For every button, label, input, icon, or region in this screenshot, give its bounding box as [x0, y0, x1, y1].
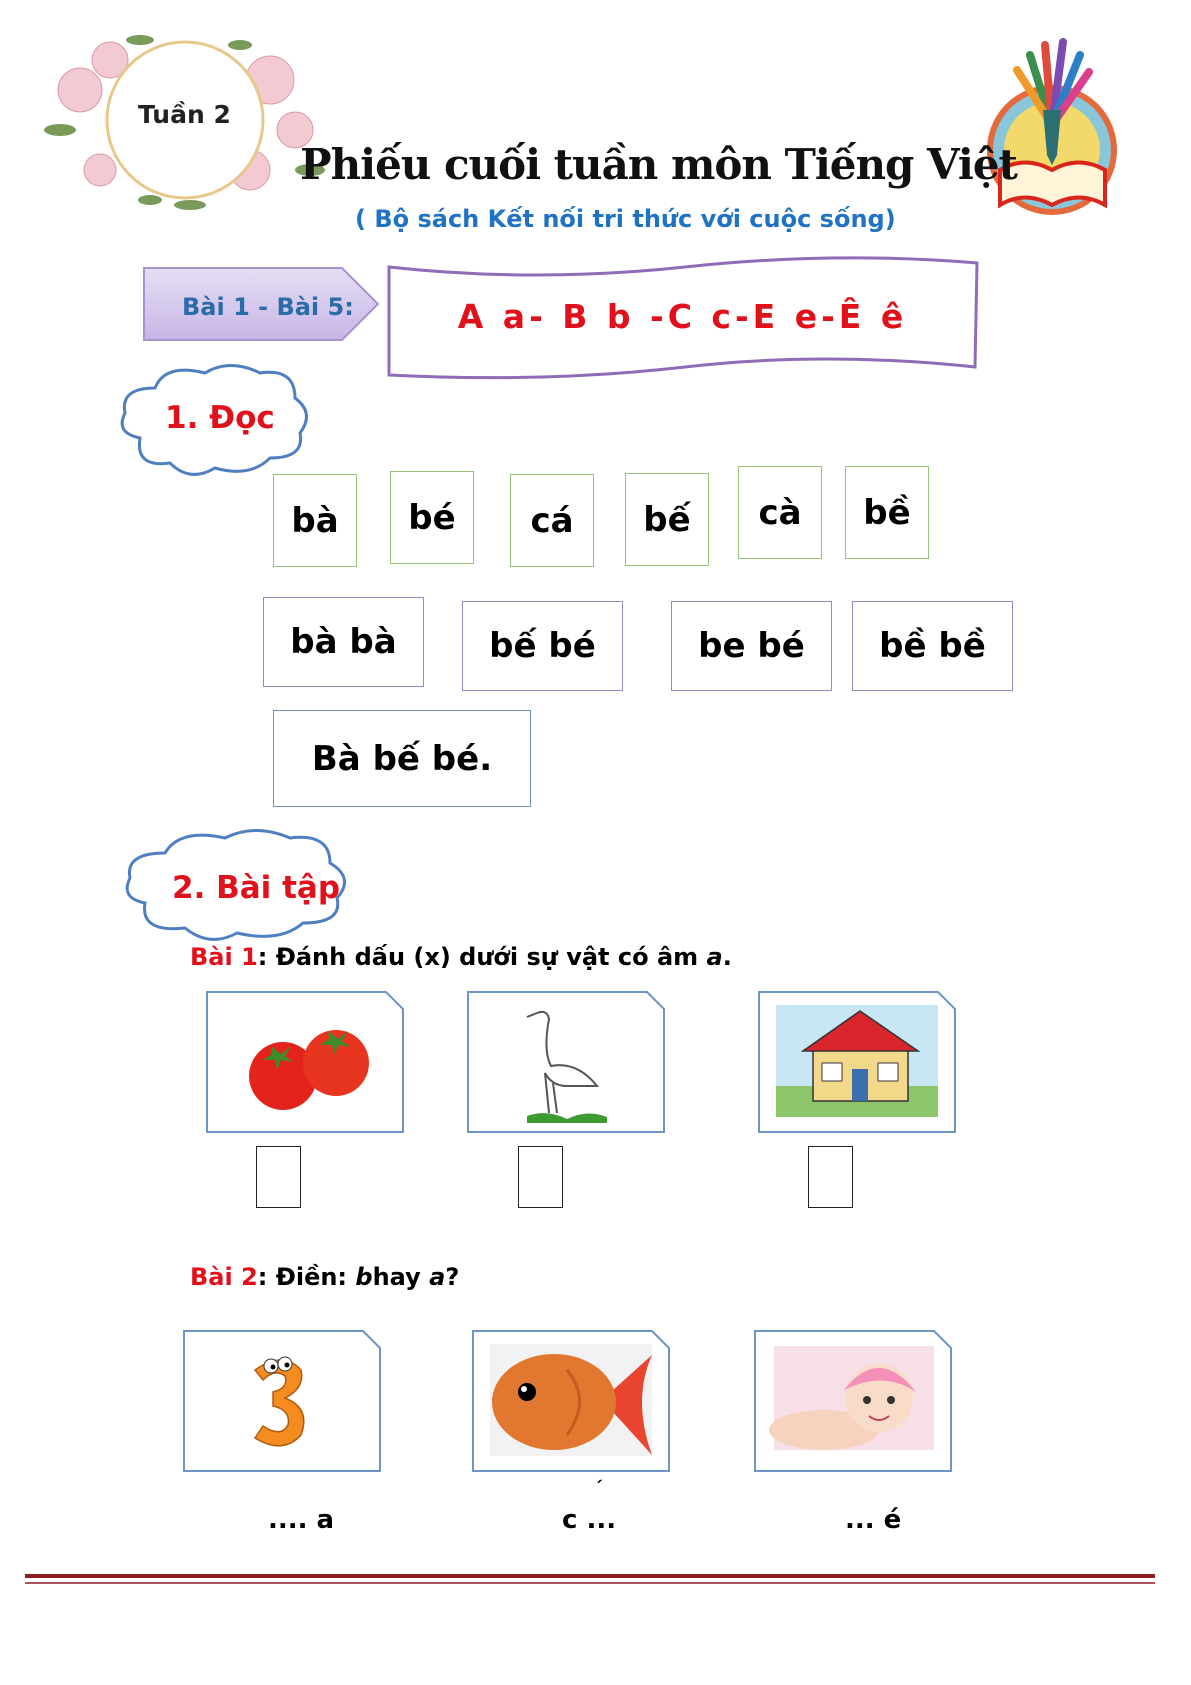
exercise1-end: . — [722, 943, 732, 971]
word-card: bé — [390, 471, 474, 564]
fill-blank[interactable]: c ... — [562, 1505, 617, 1535]
baby-picture — [754, 1330, 952, 1472]
fill-blank[interactable]: .... a — [268, 1505, 335, 1535]
exercise2-end: ? — [445, 1263, 460, 1291]
page-subtitle: ( Bộ sách Kết nối tri thức với cuộc sống) — [355, 205, 896, 233]
phrase-card: be bé — [671, 601, 832, 691]
exercise2-mid: hay — [372, 1263, 421, 1291]
word-card: bà — [273, 474, 357, 567]
word-card: cà — [738, 466, 822, 559]
fill-blank[interactable]: ... é — [845, 1505, 902, 1535]
heron-picture — [467, 991, 665, 1133]
house-picture — [758, 991, 956, 1133]
exercise2-option-b: b — [355, 1263, 373, 1291]
week-label: Tuần 2 — [138, 100, 231, 129]
exercise2-instruction — [190, 1263, 459, 1291]
exercise2-text: : Điền: — [257, 1263, 356, 1291]
exercise1-label: Bài 1 — [190, 943, 258, 971]
answer-checkbox[interactable] — [256, 1146, 301, 1208]
sentence-card: Bà bế bé. — [273, 710, 531, 807]
answer-checkbox[interactable] — [808, 1146, 853, 1208]
number-three-picture — [183, 1330, 381, 1472]
phrase-card: bế bé — [462, 601, 623, 691]
section1-title: 1. Đọc — [165, 400, 275, 436]
footer-rule — [25, 1570, 1155, 1590]
fish-picture — [472, 1330, 670, 1472]
book-pen-logo — [985, 30, 1120, 220]
word-card: cá — [510, 474, 594, 567]
answer-checkbox[interactable] — [518, 1146, 563, 1208]
letters-banner-text: A a- B b -C c-E e-Ê ê — [457, 297, 908, 336]
phrase-card: bề bề — [852, 601, 1013, 691]
exercise2-label: Bài 2 — [190, 1263, 258, 1291]
word-card: bế — [625, 473, 709, 566]
tomato-picture — [206, 991, 404, 1133]
exercise1-text: : Đánh dấu (x) dưới sự vật có âm — [257, 943, 707, 971]
page-title: Phiếu cuối tuần môn Tiếng Việt — [300, 140, 1017, 189]
section2-title: 2. Bài tập — [172, 870, 341, 906]
exercise1-instruction — [190, 943, 732, 971]
exercise2-option-a: a — [429, 1263, 446, 1291]
exercise1-sound: a — [706, 943, 723, 971]
lesson-range-label: Bài 1 - Bài 5: — [182, 293, 354, 321]
word-card: bề — [845, 466, 929, 559]
tone-mark: ´ — [594, 1478, 603, 1499]
phrase-card: bà bà — [263, 597, 424, 687]
